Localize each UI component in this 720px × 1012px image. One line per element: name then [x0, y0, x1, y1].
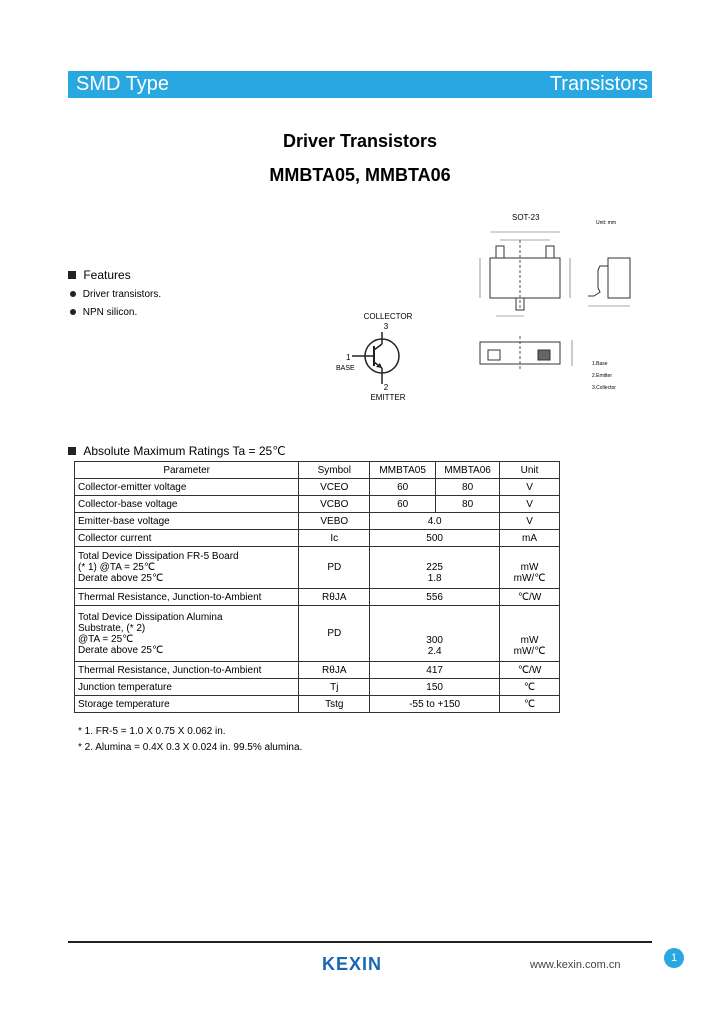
- param-line: Total Device Dissipation FR-5 Board: [78, 551, 239, 562]
- unit-line: mW: [520, 561, 539, 573]
- ratings-table: [74, 461, 560, 713]
- emitter-pin: 2: [383, 383, 389, 392]
- table-row: [75, 696, 560, 713]
- bullet-icon: [70, 309, 76, 315]
- value-line: 225: [426, 561, 443, 573]
- param-line: Derate above 25℃: [78, 573, 164, 584]
- symbol-cell: RθJA: [299, 589, 370, 606]
- feature-text: NPN silicon.: [82, 307, 138, 318]
- column-header: Unit: [500, 462, 560, 479]
- symbol-cell: RθJA: [299, 662, 370, 679]
- table-row: [75, 513, 560, 530]
- param-cell: Emitter-base voltage: [75, 513, 299, 530]
- param-cell: Thermal Resistance, Junction-to-Ambient: [75, 662, 299, 679]
- symbol-cell: PD: [299, 606, 370, 662]
- footer-divider: [68, 941, 652, 943]
- unit-cell: ℃/W: [500, 589, 560, 606]
- unit-note: Unit: mm: [596, 220, 616, 226]
- pin-label: 2.Emitter: [592, 373, 613, 379]
- column-header: Symbol: [299, 462, 370, 479]
- value-cell: [370, 606, 500, 662]
- table-row: [75, 662, 560, 679]
- value-cell: 4.0: [370, 513, 500, 530]
- page-number-badge: 1: [664, 948, 684, 968]
- unit-cell: ℃: [500, 679, 560, 696]
- collector-pin: 3: [383, 322, 389, 331]
- square-bullet-icon: [68, 271, 76, 279]
- feature-text: Driver transistors.: [82, 289, 162, 300]
- collector-label: COLLECTOR: [363, 312, 413, 321]
- bullet-icon: [70, 291, 76, 297]
- table-row: [75, 496, 560, 513]
- features-heading: [68, 268, 131, 282]
- symbol-cell: Tj: [299, 679, 370, 696]
- unit-line: mW: [520, 634, 539, 646]
- value-cell: 500: [370, 530, 500, 547]
- footnote: * 1. FR-5 = 1.0 X 0.75 X 0.062 in.: [78, 726, 226, 737]
- param-cell: [75, 547, 299, 589]
- value-cell: 80: [436, 479, 500, 496]
- column-header: MMBTA05: [370, 462, 436, 479]
- unit-cell: ℃: [500, 696, 560, 713]
- table-row: [75, 589, 560, 606]
- unit-cell: mA: [500, 530, 560, 547]
- pin-label: 1.Base: [592, 361, 608, 367]
- value-cell: 556: [370, 589, 500, 606]
- value-line: 300: [426, 634, 443, 646]
- value-cell: 80: [436, 496, 500, 513]
- package-name: SOT-23: [512, 213, 540, 222]
- emitter-label: EMITTER: [370, 393, 406, 402]
- ratings-heading-text: Absolute Maximum Ratings Ta = 25℃: [83, 444, 286, 458]
- value-cell: 150: [370, 679, 500, 696]
- value-cell: 60: [370, 479, 436, 496]
- ratings-heading: [68, 444, 286, 458]
- square-bullet-icon: [68, 447, 76, 455]
- part-numbers: MMBTA05, MMBTA06: [269, 165, 451, 185]
- symbol-cell: Ic: [299, 530, 370, 547]
- header-product-type: Transistors: [549, 73, 648, 95]
- footnote: * 2. Alumina = 0.4X 0.3 X 0.024 in. 99.5% alumina.: [78, 742, 303, 753]
- symbol-cell: VCEO: [299, 479, 370, 496]
- feature-item: [70, 289, 161, 300]
- column-header: MMBTA06: [436, 462, 500, 479]
- param-cell: Collector current: [75, 530, 299, 547]
- param-cell: Collector-base voltage: [75, 496, 299, 513]
- param-line: @TA = 25℃: [78, 633, 134, 645]
- header-category: SMD Type: [76, 73, 169, 95]
- table-row: [75, 530, 560, 547]
- value-cell: -55 to +150: [370, 696, 500, 713]
- package-outline-drawing: [460, 210, 650, 400]
- table-row: [75, 479, 560, 496]
- param-cell: Storage temperature: [75, 696, 299, 713]
- website-link[interactable]: www.kexin.com.cn: [530, 959, 621, 971]
- table-row: [75, 606, 560, 662]
- value-line: 1.8: [427, 572, 442, 584]
- unit-cell: [500, 606, 560, 662]
- symbol-cell: PD: [299, 547, 370, 589]
- unit-cell: V: [500, 496, 560, 513]
- table-row: [75, 679, 560, 696]
- feature-item: [70, 307, 137, 318]
- value-line: 2.4: [427, 645, 442, 657]
- unit-cell: ℃/W: [500, 662, 560, 679]
- document-title: Driver Transistors: [282, 131, 438, 151]
- symbol-cell: VEBO: [299, 513, 370, 530]
- unit-line: mW/℃: [513, 572, 546, 584]
- pin-label: 3.Collector: [592, 385, 616, 391]
- base-pin: 1: [346, 353, 351, 362]
- unit-line: mW/℃: [513, 645, 546, 657]
- param-cell: [75, 606, 299, 662]
- param-line: Substrate, (* 2): [78, 622, 146, 634]
- symbol-cell: VCBO: [299, 496, 370, 513]
- unit-cell: [500, 547, 560, 589]
- param-cell: Junction temperature: [75, 679, 299, 696]
- features-heading-text: Features: [83, 268, 131, 282]
- value-cell: 60: [370, 496, 436, 513]
- unit-cell: V: [500, 479, 560, 496]
- npn-transistor-symbol: [330, 308, 420, 408]
- value-cell: [370, 547, 500, 589]
- param-line: (* 1) @TA = 25℃: [78, 562, 156, 573]
- base-label: BASE: [336, 365, 355, 372]
- table-header-row: [75, 462, 560, 479]
- unit-cell: V: [500, 513, 560, 530]
- param-cell: Collector-emitter voltage: [75, 479, 299, 496]
- value-cell: 417: [370, 662, 500, 679]
- kexin-logo: KEXIN: [322, 954, 383, 974]
- param-line: Derate above 25℃: [78, 644, 164, 656]
- param-line: Total Device Dissipation Alumina: [78, 611, 223, 623]
- table-row: [75, 547, 560, 589]
- symbol-cell: Tstg: [299, 696, 370, 713]
- param-cell: Thermal Resistance, Junction-to-Ambient: [75, 589, 299, 606]
- column-header: Parameter: [75, 462, 299, 479]
